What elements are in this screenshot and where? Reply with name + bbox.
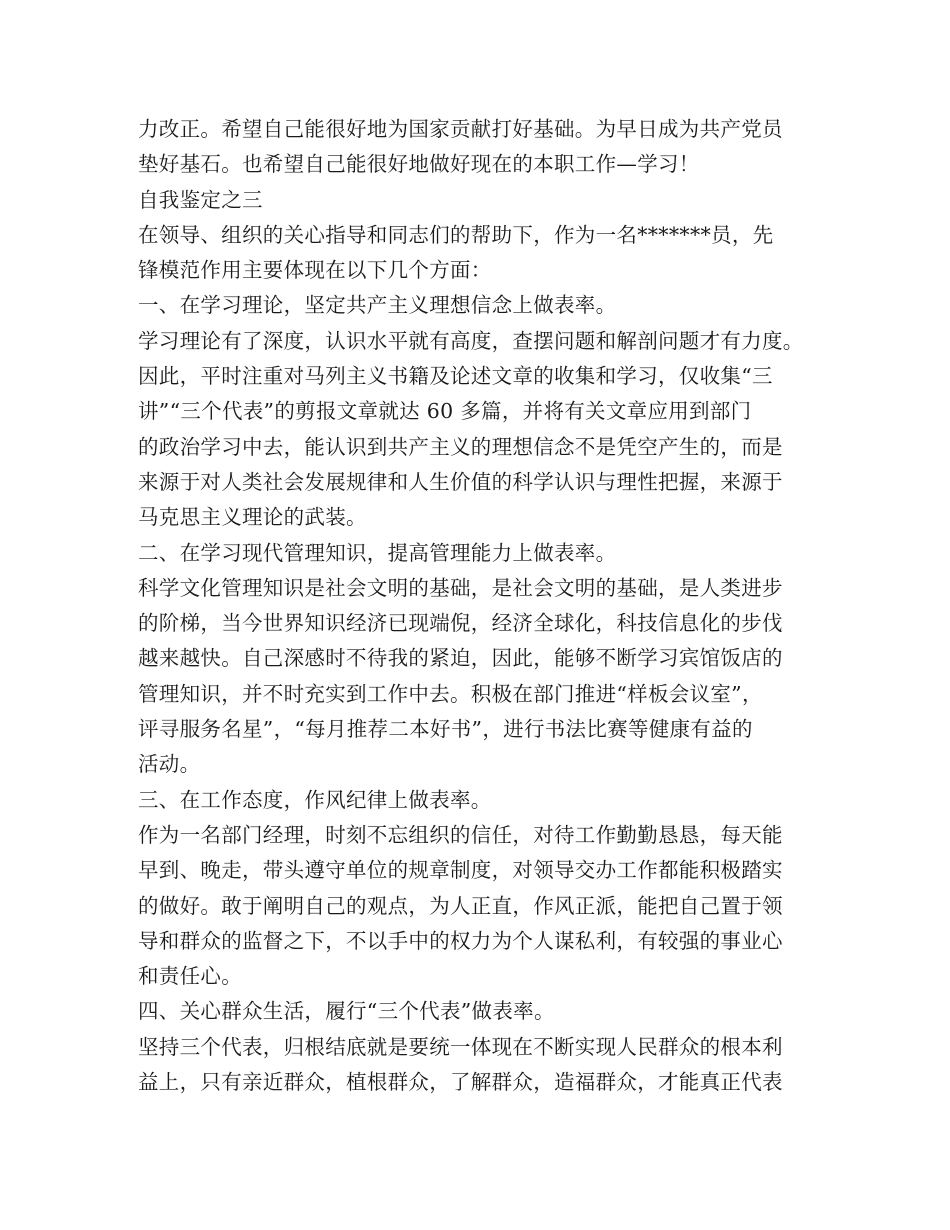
text-line: 在领导、组织的关心指导和同志们的帮助下，作为一名*******员，先: [138, 222, 774, 247]
text-line: 力改正。希望自己能很好地为国家贡献打好基础。为早日成为共产党员: [138, 117, 783, 141]
subsection-heading: 四、关心群众生活，履行“三个代表”做表率。: [138, 999, 555, 1024]
text-line: 益上，只有亲近群众，植根群众，了解群众，造福群众，才能真正代表: [138, 1070, 783, 1095]
subsection-heading: 一、在学习理论，坚定共产主义理想信念上做表率。: [138, 293, 617, 318]
section-heading: 自我鉴定之三: [138, 187, 263, 212]
text-line: 讲”“三个代表”的剪报文章就达 60 多篇，并将有关文章应用到部门: [138, 399, 752, 424]
text-line: 马克思主义理论的武装。: [138, 505, 367, 530]
text-line: 因此，平时注重对马列主义书籍及论述文章的收集和学习，仅收集“三: [138, 364, 773, 389]
text-line: 的做好。敢于阐明自己的观点，为人正直，作风正派，能把自己置于领: [138, 893, 783, 918]
text-line: 锋模范作用主要体现在以下几个方面：: [138, 258, 492, 283]
subsection-heading: 二、在学习现代管理知识，提高管理能力上做表率。: [138, 540, 617, 565]
text-line: 来源于对人类社会发展规律和人生价值的科学认识与理性把握，来源于: [138, 469, 783, 494]
text-line: 管理知识，并不时充实到工作中去。积极在部门推进“样板会议室”，: [138, 681, 763, 706]
text-line: 评寻服务名星”，“每月推荐二本好书”，进行书法比赛等健康有益的: [138, 717, 753, 742]
text-line: 垫好基石。也希望自己能很好地做好现在的本职工作—学习！: [138, 152, 700, 177]
text-line: 越来越快。自己深感时不待我的紧迫，因此，能够不断学习宾馆饭店的: [138, 646, 783, 671]
text-line: 早到、晚走，带头遵守单位的规章制度，对领导交办工作都能积极踏实: [138, 858, 783, 883]
text-line: 坚持三个代表，归根结底就是要统一体现在不断实现人民群众的根本利: [138, 1034, 783, 1059]
text-line: 活动。: [138, 752, 201, 777]
text-line: 作为一名部门经理，时刻不忘组织的信任，对待工作勤勤恳恳，每天能: [138, 822, 783, 847]
document-body: [138, 112, 828, 1100]
text-line: 的阶梯，当今世界知识经济已现端倪，经济全球化，科技信息化的步伐: [138, 611, 783, 636]
subsection-heading: 三、在工作态度，作风纪律上做表率。: [138, 787, 492, 812]
text-line: 学习理论有了深度，认识水平就有高度，查摆问题和解剖问题才有力度。: [138, 328, 804, 353]
text-line: 和责任心。: [138, 964, 242, 989]
text-line: 科学文化管理知识是社会文明的基础，是社会文明的基础，是人类进步: [138, 575, 783, 600]
text-line: 的政治学习中去，能认识到共产主义的理想信念不是凭空产生的，而是: [138, 434, 783, 459]
text-line: 导和群众的监督之下，不以手中的权力为个人谋私利，有较强的事业心: [138, 928, 783, 953]
